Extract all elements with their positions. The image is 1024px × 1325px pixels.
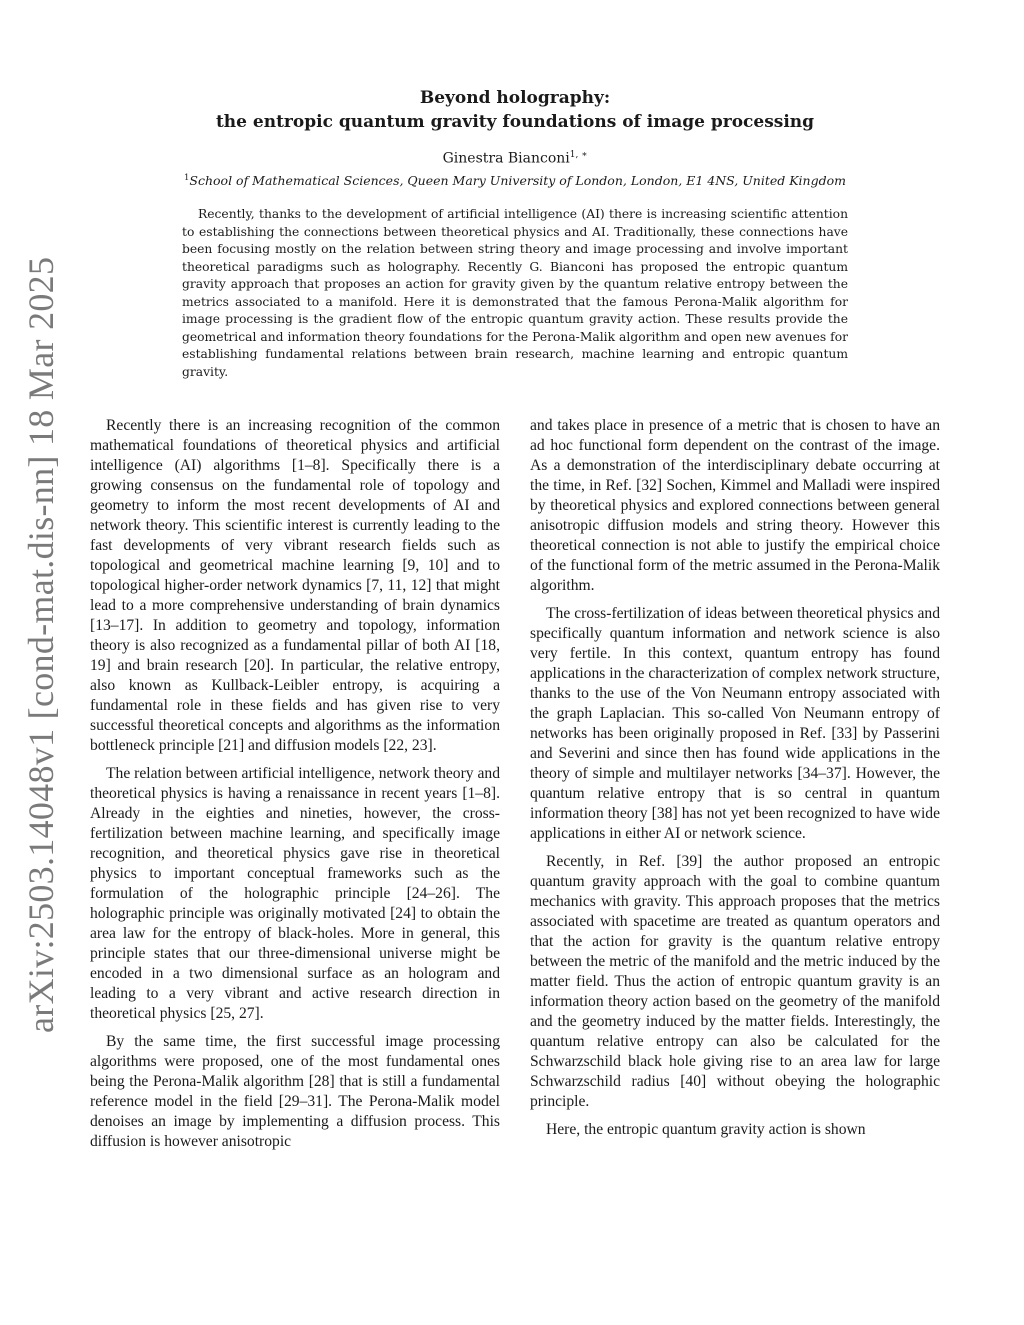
arxiv-identifier: arXiv:2503.14048v1 [cond-mat.dis-nn] 18 Mar 2025 bbox=[21, 256, 61, 1033]
title-block bbox=[150, 86, 880, 188]
author-line bbox=[150, 150, 880, 167]
affiliation-marker: 1 bbox=[184, 172, 190, 183]
paragraph: Recently, in Ref. [39] the author proposed an entropic quantum gravity approach with the goal to combine quantum mechanics with gravity. This approach proposes that the metrics associated with spacetime are treated as quantum operators and that the action for gravity is the quantum relative entropy between the metric of the manifold and the metric induced by the matter field. Thus the action of entropic quantum gravity is an information theory action based on the geometry of the manifold and the geometry induced by the matter fields. Interestingly, the quantum relative entropy can also be calculated for the Schwarzschild black hole giving rise to an area law for large Schwarzschild radius [40] without obeying the holographic principle. bbox=[530, 853, 940, 1110]
affiliation-text: School of Mathematical Sciences, Queen Mary University of London, London, E1 4NS, United Kingdom bbox=[189, 172, 846, 188]
abstract: Recently, thanks to the development of artificial intelligence (AI) there is increasing scientific attention to establishing the connections between theoretical physics and AI. Traditionally, these connections have been focusing mostly on the relation between string theory and image processing and involve important theoretical paradigms such as holography. Recently G. Bianconi has proposed the entropic quantum gravity approach that proposes an action for gravity given by the quantum relative entropy between the metrics associated to a manifold. Here it is demonstrated that the famous Perona-Malik algorithm for image processing is the gradient flow of the entropic quantum gravity action. These results provide the geometrical and information theory foundations for the Perona-Malik algorithm and open new avenues for establishing fundamental relations between brain research, machine learning and entropic quantum gravity. bbox=[182, 207, 848, 379]
paragraph: The cross-fertilization of ideas between theoretical physics and specifically quantum information and network science is also very fertile. In this context, quantum entropy has found applications in the characterization of complex network structure, thanks to the use of the Von Neumann entropy associated with the graph Laplacian. This so-called Von Neumann entropy of networks has been originally proposed in Ref. [33] by Passerini and Severini and since then has found wide applications in the theory of simple and multilayer networks [34–37]. However, the quantum relative entropy that is so central in quantum information theory [38] has not yet been recognized to have wide applications in either AI or network science. bbox=[530, 605, 940, 842]
author-name: Ginestra Bianconi bbox=[442, 150, 570, 167]
author-superscript: 1, ∗ bbox=[569, 150, 588, 160]
paper-title-line-2: the entropic quantum gravity foundations of image processing bbox=[215, 112, 815, 132]
affiliation bbox=[150, 173, 880, 188]
left-column bbox=[90, 416, 500, 1160]
paragraph: By the same time, the first successful image processing algorithms were proposed, one of the most fundamental ones being the Perona-Malik algorithm [28] that is still a fundamental reference model in the field [29–31]. The Perona-Malik model denoises an image by implementing a diffusion process. This diffusion is however anisotropic bbox=[90, 1033, 500, 1150]
paragraph: and takes place in presence of a metric that is chosen to have an ad hoc functional form dependent on the contrast of the image. As a demonstration of the interdisciplinary debate occurring at the time, in Ref. [32] Sochen, Kimmel and Malladi were inspired by theoretical physics and explored connections between general anisotropic diffusion models and string theory. However this theoretical connection is not able to justify the empirical choice of the functional form of the metric assumed in the Perona-Malik algorithm. bbox=[530, 417, 940, 594]
paragraph: Here, the entropic quantum gravity action is shown bbox=[546, 1121, 866, 1138]
arxiv-sidebar bbox=[12, 256, 70, 1033]
paper-title-line-1: Beyond holography: bbox=[419, 88, 611, 108]
right-column bbox=[530, 416, 940, 1148]
paragraph: The relation between artificial intelligence, network theory and theoretical physics is having a renaissance in recent years [1–8]. Already in the eighties and nineties, however, the cross-fertilization between machine learning, and specifically image recognition, and theoretical physics gave rise in theoretical physics to important conceptual frameworks such as the formulation of the holographic principle [24–26]. The holographic principle was originally motivated [24] to obtain the area law for the entropy of black-holes. More in general, this principle states that our three-dimensional universe might be encoded in a two dimensional surface as an hologram and leading to a very vibrant and active research direction in theoretical physics [25, 27]. bbox=[90, 765, 501, 1022]
paragraph: Recently there is an increasing recognition of the common mathematical foundations of theoretical physics and artificial intelligence (AI) algorithms [1–8]. Specifically there is a growing consensus on the fundamental role of topology and geometry to inform the most recent developments of AI and network theory. This scientific interest is currently leading to the fast developments of very vibrant research fields such as topological and geometrical machine learning [9, 10] and to topological higher-order network dynamics [7, 11, 12] that might lead to a more comprehensive understanding of brain dynamics [13–17]. In addition to geometry and topology, information theory is also recognized as a fundamental pillar of both AI [18, 19] and brain research [20]. In particular, the relative entropy, also known as Kullback-Leibler entropy, is acquiring a fundamental role in these fields and has given rise to very successful theoretical concepts and algorithms as the information bottleneck principle [21] and diffusion models [22, 23]. bbox=[90, 417, 500, 754]
